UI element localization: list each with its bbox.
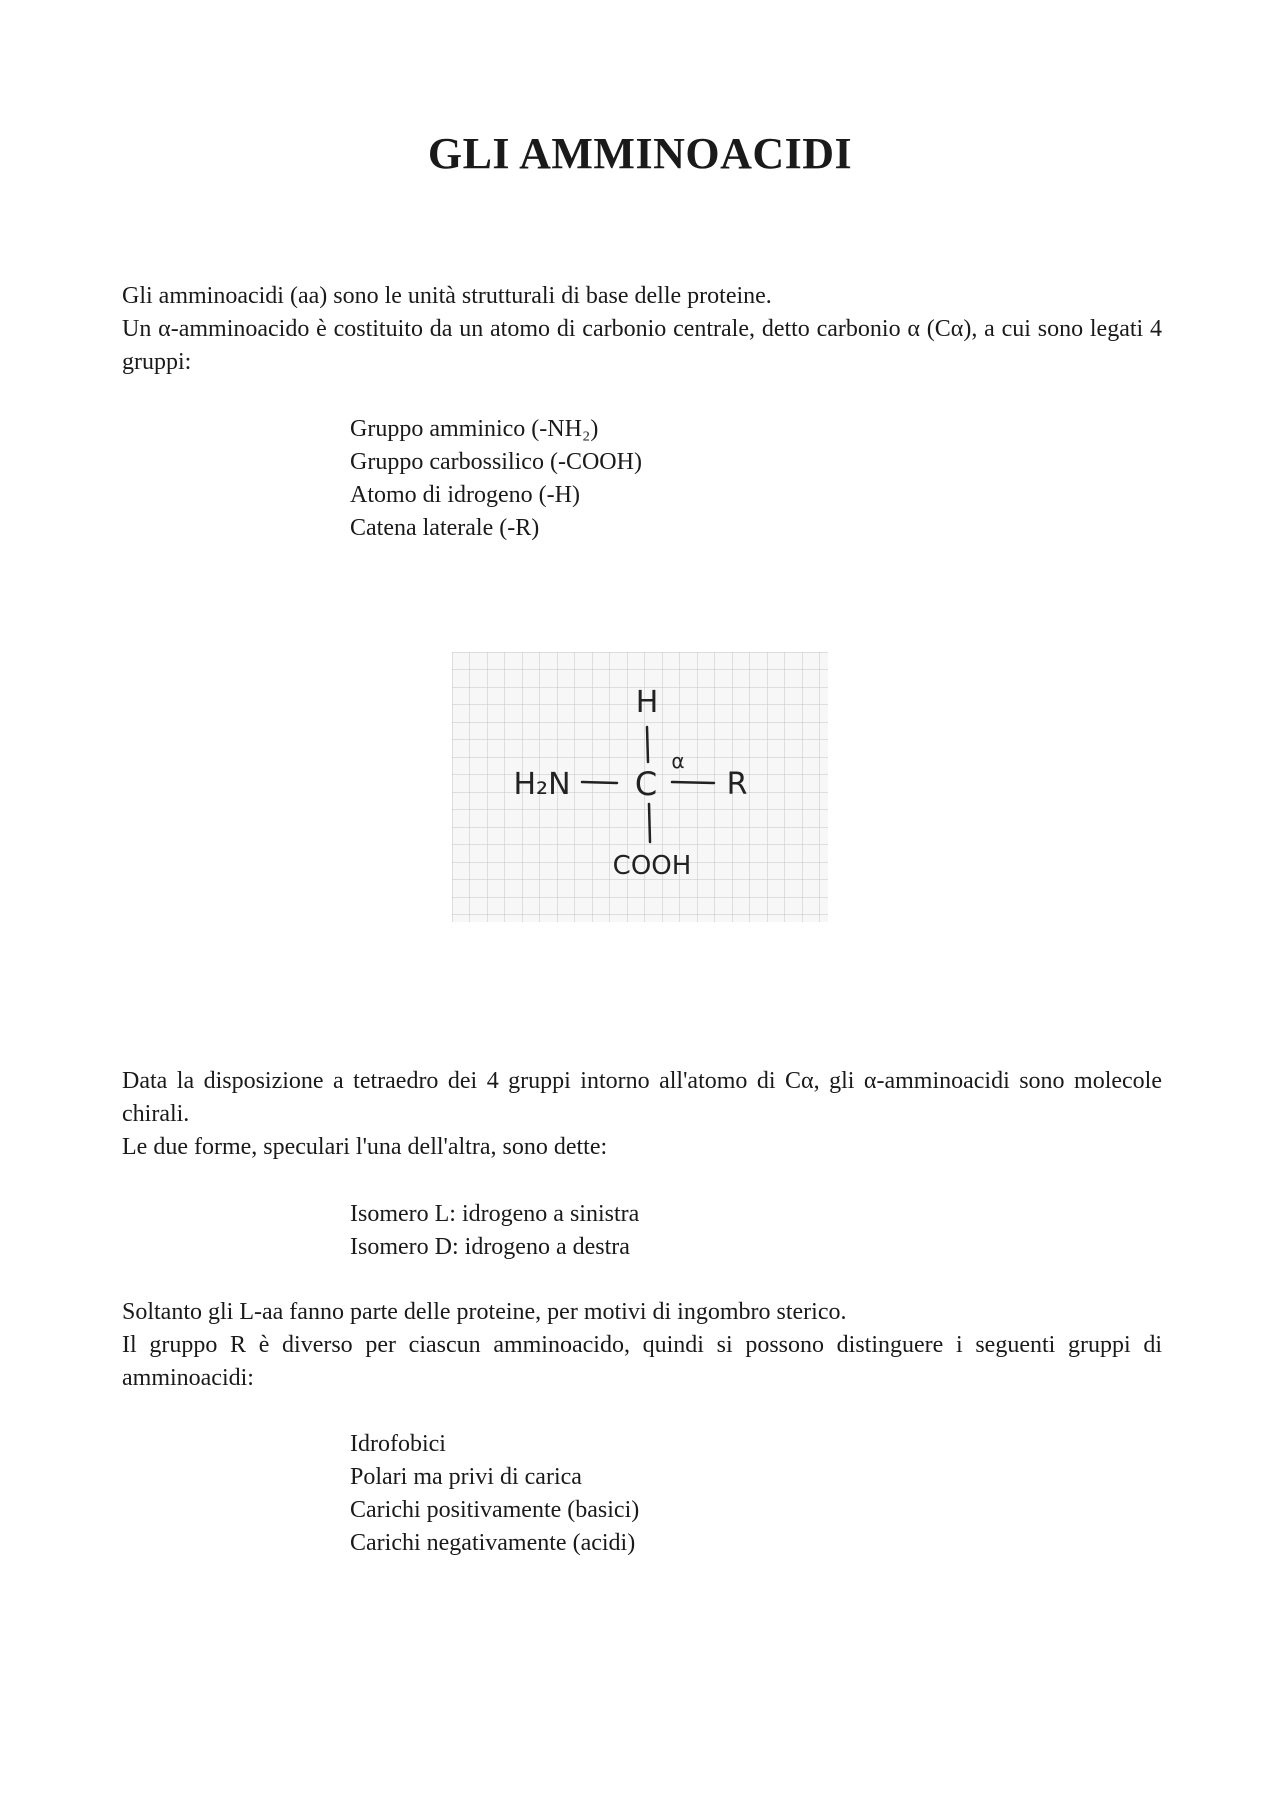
classification-paragraph xyxy=(122,1296,1162,1395)
bond-to-hydrogen xyxy=(647,727,648,762)
bond-to-carboxyl xyxy=(649,804,650,842)
hydrogen-label: H xyxy=(635,685,659,720)
chirality-line-2: Le due forme, speculari l'una dell'altra, sono dette: xyxy=(122,1134,608,1160)
page-title: GLI AMMINOACIDI xyxy=(427,129,853,178)
list-item: Isomero L: idrogeno a sinistra xyxy=(350,1201,640,1227)
alpha-carbon-label: C xyxy=(634,765,658,803)
sketch-svg xyxy=(452,652,828,922)
list-item: Polari ma privi di carica xyxy=(350,1464,582,1490)
isomers-list xyxy=(350,1198,1050,1264)
list-item: Isomero D: idrogeno a destra xyxy=(350,1234,630,1260)
amino-acid-categories-list xyxy=(350,1428,1050,1560)
chirality-line-1: Data la disposizione a tetraedro dei 4 gruppi intorno all'atomo di Cα, gli α-amminoacidi sono molecole chirali. xyxy=(122,1068,1162,1127)
chirality-paragraph xyxy=(122,1065,1162,1164)
list-item: Carichi negativamente (acidi) xyxy=(350,1530,636,1556)
alpha-symbol: α xyxy=(671,749,685,773)
list-item: Catena laterale (-R) xyxy=(350,515,540,541)
list-item: Atomo di idrogeno (-H) xyxy=(350,482,580,508)
intro-line-1: Gli amminoacidi (aa) sono le unità strutturali di base delle proteine. xyxy=(122,283,772,309)
bond-to-amine xyxy=(582,782,617,783)
functional-groups-list xyxy=(350,413,1050,545)
list-item: Idrofobici xyxy=(350,1431,446,1457)
list-item: Carichi positivamente (basici) xyxy=(350,1497,640,1523)
r-group-label: R xyxy=(726,767,748,802)
intro-line-2: Un α-amminoacido è costituito da un atomo di carbonio centrale, detto carbonio α (Cα), a cui sono legati 4 gruppi: xyxy=(122,316,1162,375)
amino-acid-structure-sketch xyxy=(452,652,828,922)
list-item: Gruppo amminico (-NH₂) xyxy=(350,416,599,442)
intro-paragraph xyxy=(122,280,1162,379)
list-item: Gruppo carbossilico (-COOH) xyxy=(350,449,642,475)
classification-line-2: Il gruppo R è diverso per ciascun amminoacido, quindi si possono distinguere i seguenti gruppi di amminoacidi: xyxy=(122,1332,1162,1391)
bond-to-r-group xyxy=(672,782,714,783)
classification-line-1: Soltanto gli L-aa fanno parte delle proteine, per motivi di ingombro sterico. xyxy=(122,1299,847,1325)
amine-label: H₂N xyxy=(513,767,571,802)
carboxyl-label: COOH xyxy=(612,851,692,881)
